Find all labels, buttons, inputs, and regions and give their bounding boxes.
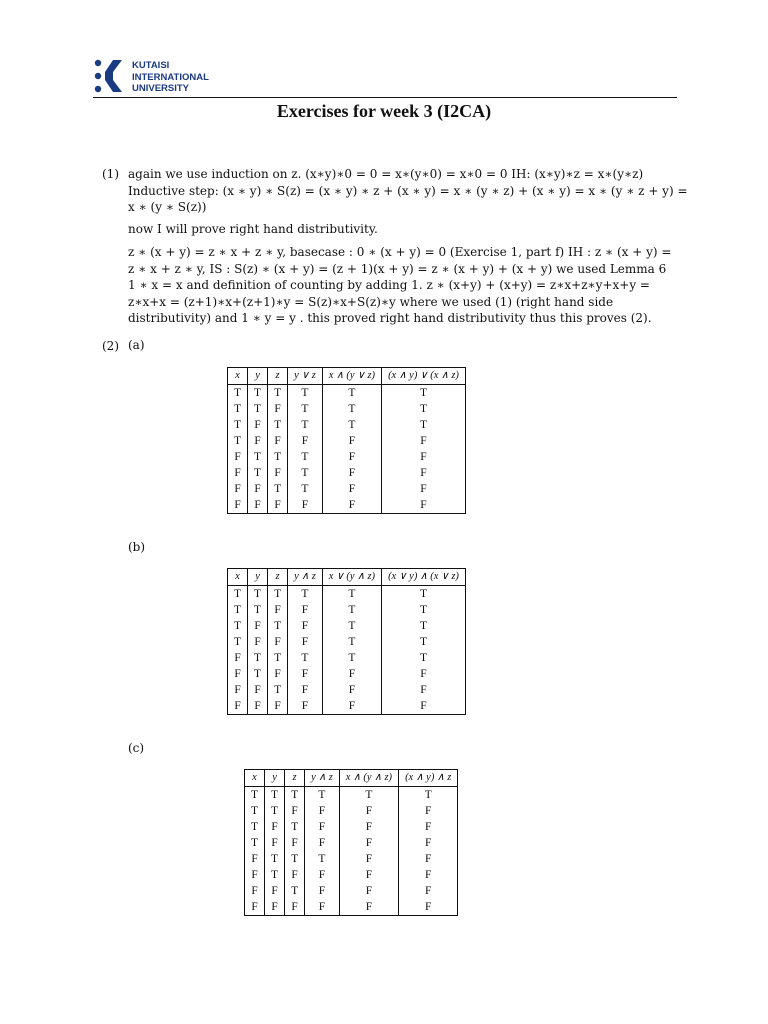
table-cell: T bbox=[248, 666, 268, 682]
table-cell: T bbox=[245, 819, 265, 835]
header-rule bbox=[93, 97, 677, 98]
table-cell: T bbox=[265, 867, 285, 883]
column-header: x ∧ (y ∨ z) bbox=[322, 368, 381, 385]
table-cell: F bbox=[285, 867, 305, 883]
table-cell: T bbox=[288, 417, 323, 433]
table-cell: F bbox=[265, 899, 285, 916]
table-cell: F bbox=[399, 851, 458, 867]
table-cell: F bbox=[305, 819, 340, 835]
table-row bbox=[245, 899, 458, 916]
table-cell: F bbox=[305, 835, 340, 851]
table-cell: F bbox=[322, 698, 381, 715]
table-cell: F bbox=[248, 618, 268, 634]
column-header: x ∧ (y ∧ z) bbox=[339, 770, 398, 787]
column-header: y ∧ z bbox=[305, 770, 340, 787]
table-cell: F bbox=[228, 682, 248, 698]
table-cell: T bbox=[322, 385, 381, 402]
column-header: (x ∧ y) ∨ (x ∧ z) bbox=[382, 368, 466, 385]
table-cell: T bbox=[322, 401, 381, 417]
column-header: y bbox=[248, 368, 268, 385]
table-cell: F bbox=[268, 666, 288, 682]
table-cell: F bbox=[248, 698, 268, 715]
table-cell: T bbox=[285, 819, 305, 835]
column-header: y bbox=[248, 569, 268, 586]
table-cell: F bbox=[245, 899, 265, 916]
table-cell: T bbox=[228, 433, 248, 449]
part-b-label: (b) bbox=[128, 540, 146, 554]
table-cell: F bbox=[322, 481, 381, 497]
column-header: y ∨ z bbox=[288, 368, 323, 385]
table-row bbox=[228, 497, 466, 514]
table-cell: T bbox=[305, 787, 340, 804]
table-row bbox=[245, 787, 458, 804]
table-cell: F bbox=[305, 803, 340, 819]
table-cell: F bbox=[285, 899, 305, 916]
table-cell: F bbox=[268, 602, 288, 618]
table-cell: F bbox=[228, 481, 248, 497]
table-row bbox=[245, 803, 458, 819]
table-cell: F bbox=[305, 883, 340, 899]
table-cell: T bbox=[268, 449, 288, 465]
table-cell: T bbox=[228, 602, 248, 618]
table-cell: F bbox=[288, 497, 323, 514]
table-cell: T bbox=[248, 602, 268, 618]
table-row bbox=[245, 819, 458, 835]
table-cell: T bbox=[228, 417, 248, 433]
table-cell: F bbox=[399, 835, 458, 851]
table-row bbox=[228, 401, 466, 417]
table-cell: F bbox=[288, 634, 323, 650]
exercise-1-distributivity-paragraph bbox=[128, 244, 678, 327]
part-a-label: (a) bbox=[128, 338, 145, 352]
table-cell: F bbox=[382, 433, 466, 449]
table-cell: T bbox=[382, 602, 466, 618]
table-cell: F bbox=[382, 481, 466, 497]
table-cell: T bbox=[248, 449, 268, 465]
table-cell: F bbox=[399, 899, 458, 916]
table-cell: T bbox=[228, 401, 248, 417]
table-cell: F bbox=[322, 497, 381, 514]
table-cell: F bbox=[382, 497, 466, 514]
column-header: y bbox=[265, 770, 285, 787]
table-row bbox=[228, 449, 466, 465]
table-cell: T bbox=[248, 385, 268, 402]
table-cell: F bbox=[268, 465, 288, 481]
table-cell: T bbox=[382, 401, 466, 417]
table-cell: F bbox=[228, 666, 248, 682]
table-cell: T bbox=[322, 650, 381, 666]
table-cell: T bbox=[228, 385, 248, 402]
table-cell: F bbox=[265, 819, 285, 835]
table-cell: T bbox=[245, 835, 265, 851]
table-cell: F bbox=[382, 698, 466, 715]
table-row bbox=[228, 682, 466, 698]
table-cell: F bbox=[288, 433, 323, 449]
table-cell: T bbox=[322, 586, 381, 603]
logo-line-3: UNIVERSITY bbox=[132, 83, 190, 94]
text-line: Inductive step: (x ∗ y) ∗ S(z) = (x ∗ y) ∗ z + (x ∗ y) = x ∗ (y ∗ z) + (x ∗ y) = x ∗ (y ∗ z + y) = bbox=[128, 183, 688, 198]
table-row bbox=[228, 433, 466, 449]
table-row bbox=[228, 385, 466, 402]
column-header: x bbox=[245, 770, 265, 787]
truth-table-b bbox=[227, 568, 466, 715]
truth-table-c bbox=[244, 769, 458, 916]
table-cell: F bbox=[305, 899, 340, 916]
table-header-row bbox=[228, 569, 466, 586]
column-header: z bbox=[285, 770, 305, 787]
table-cell: T bbox=[305, 851, 340, 867]
table-cell: F bbox=[228, 497, 248, 514]
table-cell: F bbox=[268, 634, 288, 650]
column-header: y ∧ z bbox=[288, 569, 323, 586]
text-line: z ∗ x + z ∗ y, IS : S(z) ∗ (x + y) = (z + 1)(x + y) = z ∗ (x + y) + (x + y) we used Lemma 6 bbox=[128, 261, 667, 276]
table-cell: T bbox=[248, 650, 268, 666]
table-cell: T bbox=[268, 586, 288, 603]
table-cell: F bbox=[268, 433, 288, 449]
table-cell: F bbox=[399, 803, 458, 819]
table-cell: T bbox=[382, 618, 466, 634]
table-cell: T bbox=[268, 481, 288, 497]
table-row bbox=[245, 883, 458, 899]
table-cell: T bbox=[285, 883, 305, 899]
table-cell: F bbox=[248, 682, 268, 698]
table-cell: F bbox=[399, 819, 458, 835]
exercise-1-intro-line bbox=[128, 221, 678, 238]
table-cell: T bbox=[285, 851, 305, 867]
table-cell: T bbox=[322, 417, 381, 433]
table-row bbox=[245, 851, 458, 867]
table-cell: F bbox=[248, 497, 268, 514]
column-header: x bbox=[228, 368, 248, 385]
table-cell: T bbox=[399, 787, 458, 804]
column-header: (x ∨ y) ∧ (x ∨ z) bbox=[382, 569, 466, 586]
table-cell: T bbox=[285, 787, 305, 804]
truth-table-a bbox=[227, 367, 466, 514]
text-line: 1 ∗ x = x and definition of counting by adding 1. z ∗ (x+y) + (x+y) = z∗x+z∗y+x+y = bbox=[128, 278, 650, 292]
table-cell: F bbox=[288, 682, 323, 698]
table-cell: F bbox=[268, 497, 288, 514]
table-cell: F bbox=[322, 449, 381, 465]
table-cell: T bbox=[268, 650, 288, 666]
table-cell: T bbox=[288, 481, 323, 497]
text-line: z∗x+x = (z+1)∗x+(z+1)∗y = S(z)∗x+S(z)∗y where we used (1) (right hand side bbox=[128, 294, 614, 309]
table-row bbox=[228, 698, 466, 715]
table-header-row bbox=[228, 368, 466, 385]
table-cell: T bbox=[382, 586, 466, 603]
table-cell: T bbox=[245, 787, 265, 804]
table-cell: T bbox=[228, 586, 248, 603]
table-cell: F bbox=[288, 602, 323, 618]
table-cell: F bbox=[399, 883, 458, 899]
table-cell: T bbox=[228, 634, 248, 650]
table-cell: F bbox=[382, 666, 466, 682]
table-cell: T bbox=[382, 650, 466, 666]
part-c-label: (c) bbox=[128, 741, 145, 755]
text-line: z ∗ (x + y) = z ∗ x + z ∗ y, basecase : 0 ∗ (x + y) = 0 (Exercise 1, part f) IH : z ∗ (x + y) = bbox=[128, 245, 672, 259]
table-cell: T bbox=[268, 417, 288, 433]
table-cell: T bbox=[268, 618, 288, 634]
text-line: again we use induction on z. (x∗y)∗0 = 0 = x∗(y∗0) = x∗0 = 0 IH: (x∗y)∗z = x∗(y∗z) bbox=[128, 167, 644, 181]
table-cell: T bbox=[265, 803, 285, 819]
table-cell: F bbox=[248, 417, 268, 433]
text-line: now I will prove right hand distributivity. bbox=[128, 222, 378, 236]
table-cell: F bbox=[265, 883, 285, 899]
table-cell: F bbox=[245, 867, 265, 883]
table-cell: T bbox=[288, 449, 323, 465]
exercise-1-number: (1) bbox=[102, 167, 119, 181]
table-cell: F bbox=[248, 433, 268, 449]
table-cell: F bbox=[322, 682, 381, 698]
table-cell: T bbox=[265, 851, 285, 867]
table-cell: F bbox=[248, 634, 268, 650]
table-cell: T bbox=[288, 401, 323, 417]
logo-line-2: INTERNATIONAL bbox=[132, 71, 209, 83]
exercise-1-induction-paragraph bbox=[128, 166, 688, 216]
kiu-logo-icon bbox=[93, 58, 127, 94]
table-row bbox=[245, 835, 458, 851]
column-header: x bbox=[228, 569, 248, 586]
table-cell: F bbox=[322, 433, 381, 449]
table-cell: F bbox=[382, 682, 466, 698]
table-cell: T bbox=[268, 385, 288, 402]
column-header: z bbox=[268, 368, 288, 385]
table-row bbox=[228, 602, 466, 618]
table-cell: F bbox=[268, 401, 288, 417]
table-cell: F bbox=[339, 819, 398, 835]
table-cell: T bbox=[382, 634, 466, 650]
table-row bbox=[228, 417, 466, 433]
table-cell: F bbox=[382, 465, 466, 481]
page-title: Exercises for week 3 (I2CA) bbox=[276, 101, 492, 121]
table-cell: F bbox=[288, 698, 323, 715]
table-row bbox=[228, 586, 466, 603]
table-cell: F bbox=[268, 698, 288, 715]
table-cell: T bbox=[265, 787, 285, 804]
table-cell: T bbox=[322, 602, 381, 618]
logo-wordmark bbox=[132, 60, 209, 95]
table-cell: F bbox=[339, 851, 398, 867]
table-cell: T bbox=[288, 586, 323, 603]
table-cell: T bbox=[245, 803, 265, 819]
table-cell: F bbox=[339, 899, 398, 916]
column-header: z bbox=[268, 569, 288, 586]
table-cell: F bbox=[339, 883, 398, 899]
table-cell: F bbox=[322, 666, 381, 682]
table-header-row bbox=[245, 770, 458, 787]
table-cell: F bbox=[248, 481, 268, 497]
table-cell: T bbox=[339, 787, 398, 804]
table-cell: F bbox=[339, 803, 398, 819]
table-cell: F bbox=[228, 465, 248, 481]
table-cell: F bbox=[339, 867, 398, 883]
table-row bbox=[228, 481, 466, 497]
table-cell: T bbox=[322, 618, 381, 634]
table-cell: F bbox=[382, 449, 466, 465]
column-header: x ∨ (y ∧ z) bbox=[322, 569, 381, 586]
table-cell: T bbox=[322, 634, 381, 650]
logo-line-1: KUTAISI bbox=[132, 60, 170, 71]
table-cell: F bbox=[285, 835, 305, 851]
table-cell: F bbox=[288, 666, 323, 682]
table-row bbox=[228, 650, 466, 666]
table-cell: T bbox=[228, 618, 248, 634]
table-cell: T bbox=[382, 385, 466, 402]
table-cell: F bbox=[285, 803, 305, 819]
text-line: x ∗ (y ∗ S(z)) bbox=[128, 200, 207, 214]
text-line: distributivity) and 1 ∗ y = y . this proved right hand distributivity thus this proves (2). bbox=[128, 311, 652, 325]
table-cell: F bbox=[228, 650, 248, 666]
column-header: (x ∧ y) ∧ z bbox=[399, 770, 458, 787]
table-cell: T bbox=[382, 417, 466, 433]
table-row bbox=[228, 465, 466, 481]
table-row bbox=[228, 666, 466, 682]
table-cell: F bbox=[322, 465, 381, 481]
table-cell: F bbox=[288, 618, 323, 634]
table-cell: F bbox=[228, 698, 248, 715]
table-row bbox=[228, 634, 466, 650]
table-cell: F bbox=[305, 867, 340, 883]
table-cell: F bbox=[245, 851, 265, 867]
table-cell: F bbox=[339, 835, 398, 851]
table-row bbox=[228, 618, 466, 634]
table-cell: F bbox=[399, 867, 458, 883]
table-cell: F bbox=[265, 835, 285, 851]
table-cell: F bbox=[245, 883, 265, 899]
table-cell: T bbox=[248, 465, 268, 481]
table-cell: T bbox=[288, 385, 323, 402]
exercise-2-number: (2) bbox=[102, 339, 119, 353]
table-row bbox=[245, 867, 458, 883]
table-cell: T bbox=[288, 650, 323, 666]
table-cell: F bbox=[228, 449, 248, 465]
table-cell: T bbox=[268, 682, 288, 698]
table-cell: T bbox=[248, 586, 268, 603]
table-cell: T bbox=[288, 465, 323, 481]
table-cell: T bbox=[248, 401, 268, 417]
